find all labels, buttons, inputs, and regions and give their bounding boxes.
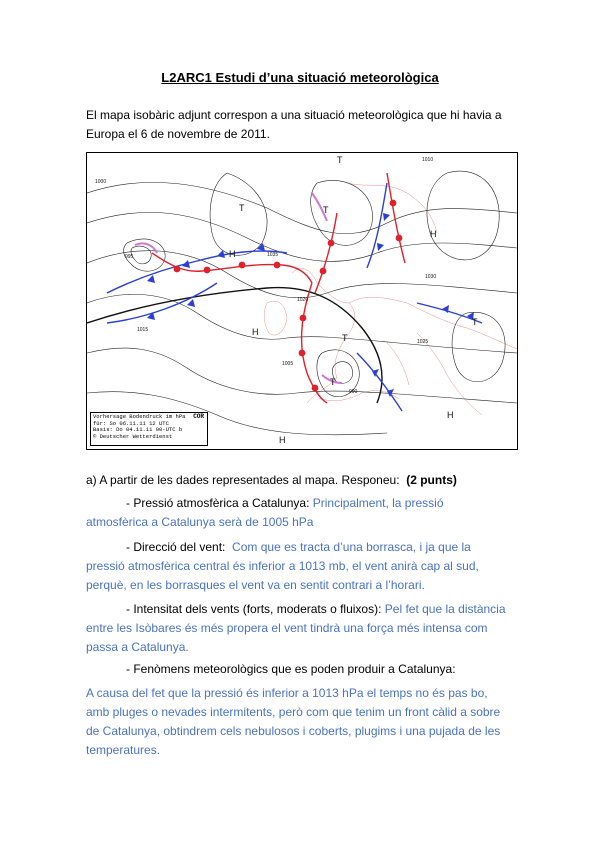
question-phenomena: - Fenòmens meteorològics que es poden produir a Catalunya: [126, 662, 456, 676]
answer-wind-intensity: Pel fet que la distància entre les Isòbares és més propera el vent tindrà una força més intensa com passa a Catalunya. [86, 602, 506, 654]
low-center: T [239, 203, 245, 213]
thick-isobar [87, 288, 382, 403]
page-title: L2ARC1 Estudi d’una situació meteorològica [161, 70, 439, 85]
svg-text:995: 995 [125, 254, 134, 260]
isobaric-map [86, 152, 518, 450]
points-label: (2 punts) [406, 473, 457, 487]
high-center: H [252, 327, 259, 337]
low-center: T [472, 317, 478, 327]
high-center: H [430, 229, 437, 239]
intro-paragraph: El mapa isobàric adjunt correspon a una situació meteorològica que hi havia a Europa el 6 de novembre de 2011. [86, 108, 502, 141]
svg-text:1005: 1005 [282, 361, 294, 367]
svg-text:1010: 1010 [422, 157, 434, 163]
svg-text:1025: 1025 [417, 339, 429, 345]
low-center: T [323, 205, 329, 215]
low-center: T [337, 155, 343, 165]
high-center: H [447, 410, 454, 420]
question-wind-intensity: - Intensitat dels vents (forts, moderats o fluixos): Pel fet que la distància entre les Isòbares és més propera el vent tindrà una força més intensa com passa a Catalunya. [86, 602, 506, 654]
pressure-centers [229, 155, 478, 445]
question-wind-direction: - Direcció del vent: Com que es tracta d’una borrasca, i ja que la pressió atmosfèrica central és inferior a 1013 mb, el vent anirà cap al sud, perquè, en les borrasques el vent va en sentit contrari a l’horari. [86, 540, 479, 592]
svg-text:990: 990 [349, 389, 358, 395]
svg-text:1020: 1020 [297, 297, 309, 303]
high-center: H [279, 435, 286, 445]
cold-fronts [107, 183, 482, 411]
high-center: H [229, 249, 236, 259]
map-legend: Vorhersage Bodendruck im hPa für: So 06.11.11 12 UTC Basis: Do 04.11.11 00-UTC b © Deutscher Wetterdienst COR [90, 412, 208, 446]
svg-text:1030: 1030 [425, 274, 437, 280]
question-pressure: - Pressió atmosfèrica a Catalunya: Principalment, la pressió atmosfèrica a Catalunya serà de 1005 hPa [86, 496, 444, 529]
svg-text:1000: 1000 [95, 179, 107, 185]
answer-pressure: Principalment, la pressió atmosfèrica a Catalunya serà de 1005 hPa [86, 496, 444, 529]
svg-text:1015: 1015 [137, 327, 149, 333]
low-center: T [330, 377, 336, 387]
svg-text:1035: 1035 [267, 252, 279, 258]
answer-phenomena: A causa del fet que la pressió és inferior a 1013 hPa el temps no és pas bo, amb pluges o nevades intermitents, però com que tenim un front càlid a sobre de Catalunya, obtindrem cels nebulosos i coberts, plugims i una pujada de les temperatures. [86, 686, 501, 757]
answer-wind-direction: Com que es tracta d’una borrasca, i ja que la pressió atmosfèrica central és inferior a 1013 mb, el vent anirà cap al sud, perquè, en les borrasques el vent va en sentit contrari a l’horari. [86, 540, 479, 592]
section-a-heading: a) A partir de les dades representades al mapa. Responeu: (2 punts) [86, 473, 457, 487]
map-graphic [87, 153, 517, 449]
low-center: T [342, 333, 348, 343]
legend-brand: COR [193, 413, 204, 420]
